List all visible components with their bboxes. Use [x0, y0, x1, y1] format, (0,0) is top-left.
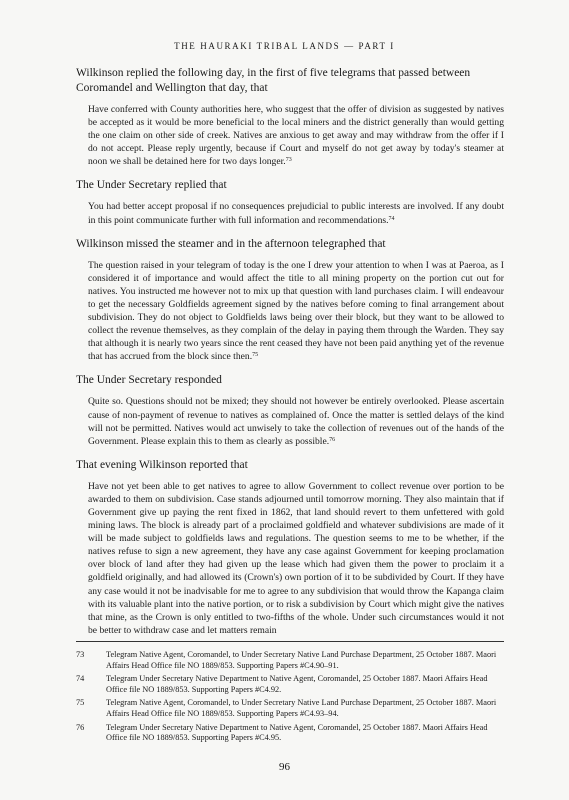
footnote-text: Telegram Under Secretary Native Department to Native Agent, Coromandel, 25 October 1887. Maori Affairs Head Office file NO 1889/853. Supporting Papers #C4.92.	[106, 674, 488, 694]
footnote-item	[76, 698, 504, 719]
narrative-paragraph: Wilkinson missed the steamer and in the afternoon telegraphed that	[76, 237, 386, 250]
footnote-ref[interactable]: 73	[285, 157, 292, 164]
footnote-ref[interactable]: 76	[329, 436, 336, 443]
footnote-number: 73	[76, 650, 85, 659]
page-number: 96	[279, 761, 290, 773]
footnote-number: 75	[76, 698, 85, 708]
telegram-quote: Quite so. Questions should not be mixed; they should not however be entirely overlooked. Please ascertain cause of non-payment of revenue to natives as complained of. Once the matter is settled delays of the kind will not be permitted. Natives would act unwisely to take the collection of revenues out of the hands of the Government. Please explain this to them as clearly as possible.$^{76}$	[88, 396, 504, 447]
footnote-number: 76	[76, 722, 85, 732]
footnotes	[76, 650, 504, 747]
footnote-number: 74	[76, 674, 85, 684]
narrative-paragraph: That evening Wilkinson reported that	[76, 458, 248, 471]
telegram-quote: Have not yet been able to get natives to agree to allow Government to collect revenue over portion to be awarded to them on subdivision. Case stands adjourned until tomorrow morning. They also maintain that if Government give up paying the rent fixed in 1862, that land should revert to them unfettered with gold mining laws. The block is already part of a proclaimed goldfield and whatever subdivisions are made of it will be made subject to goldfields laws and regulations. The question seems to me to be whether, if the natives refuse to sign a new agreement, they have any case against Government for keeping proclamation over block of land after they had given up the lease which had given them the power to proclaim it a goldfield originally, and had allowed its (Crown's) own portion of it to be subdivided by Court. If they have any case would it not be inadvisable for me to agree to any subdivision that would throw the Kapanga claim with its valuable plant into the native portion, or to risk a subdivision by Court which might give the natives that mine, as the Crown is only entitled to two-fifths of the whole. Under such circumstances would it not be better to withdraw case and let matters remain	[88, 480, 504, 636]
narrative-paragraph: Wilkinson replied the following day, in the first of five telegrams that passed between Coromandel and Wellington that day, that	[76, 67, 471, 94]
footnote-ref[interactable]: 74	[388, 215, 395, 222]
telegram-quote: You had better accept proposal if no consequences prejudicial to public interests are involved. If any doubt in this point communicate further with full information and recommendations.$^{74}$	[88, 201, 504, 226]
footnote-item	[76, 723, 504, 744]
body-text	[76, 66, 504, 647]
footnote-item	[76, 674, 504, 695]
telegram-quote: The question raised in your telegram of today is the one I drew your attention to when I was at Paeroa, as I considered it of importance and would affect the title to all mining property on the portion cut out for natives. You instructed me however not to mix up that question with land purchases claim. I will endeavour to get the necessary Goldfields agreement signed by the natives before coming to final arrangement about subdivision. They do not object to Goldfields laws being over their block, but they want to be allowed to collect the revenue themselves, as they complain of the delay in paying them through the Warden. They say that although it is nearly two years since the rent ceased they have not been paid anything yet of the revenue that has accrued from the block since then.$^{75}$	[88, 259, 504, 363]
footnote-text: Telegram Under Secretary Native Department to Native Agent, Coromandel, 25 October 1887. Maori Affairs Head Office file NO 1889/853. Supporting Papers #C4.95.	[106, 722, 488, 743]
footnote-divider	[76, 641, 504, 642]
narrative-paragraph: The Under Secretary replied that	[76, 179, 227, 192]
footnote-item	[76, 650, 504, 671]
running-header: THE HAURAKI TRIBAL LANDS — PART I	[174, 41, 395, 51]
footnote-text: Telegram Native Agent, Coromandel, to Under Secretary Native Land Purchase Department, 25 October 1887. Maori Affairs Head Office file NO 1889/853. Supporting Papers #C4.93–94.	[106, 698, 497, 718]
footnote-ref[interactable]: 75	[252, 352, 259, 359]
telegram-quote: Have conferred with County authorities here, who suggest that the offer of division as suggested by natives be accepted as it would be more beneficial to the local miners and the district generally than would getting the one claim on other side of creek. Natives are anxious to get away and may withdraw from the offer if I do not accept. Please reply urgently, because if Court and myself do not get away by today's steamer at noon we shall be detained here for two days longer.$^{73}$	[88, 104, 504, 168]
footnote-text: Telegram Native Agent, Coromandel, to Under Secretary Native Land Purchase Department, 25 October 1887. Maori Affairs Head Office file NO 1889/853. Supporting Papers #C4.90–91.	[106, 650, 497, 670]
narrative-paragraph: The Under Secretary responded	[76, 374, 222, 387]
